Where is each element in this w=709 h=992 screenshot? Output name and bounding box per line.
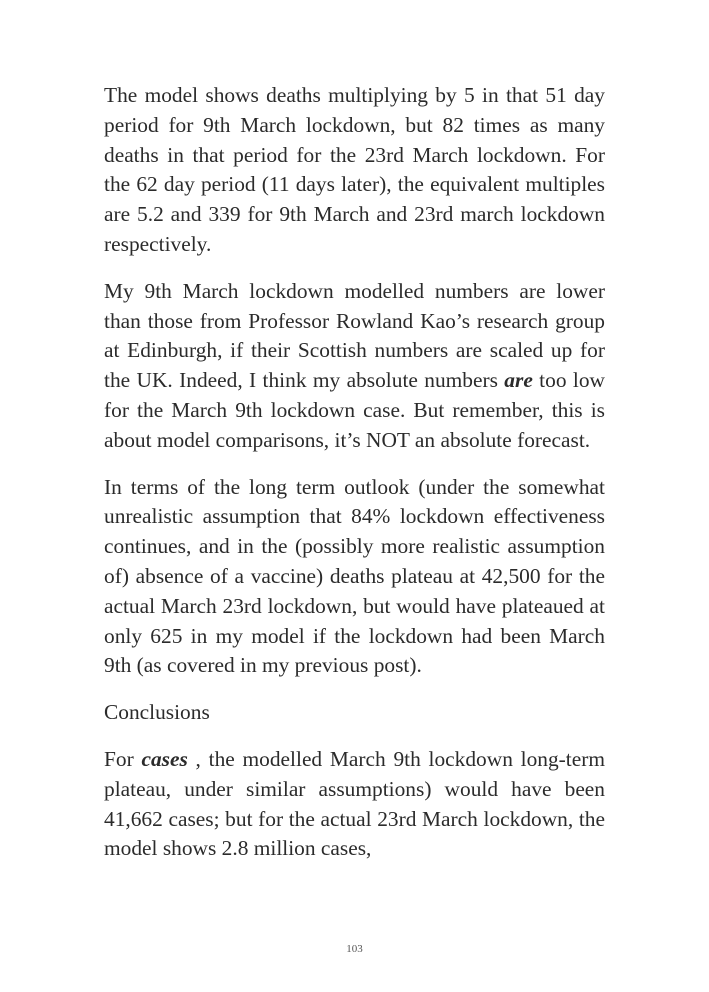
section-heading-conclusions: Conclusions [104, 700, 210, 725]
paragraph-cases-text-before: For [104, 746, 142, 771]
page-body [104, 81, 605, 881]
paragraph-model-comparison-text-after: too low for the March 9th lockdown case. But remember, this is about model comparisons, it’s NOT an absolute forecast. [104, 368, 605, 452]
emphasis-cases: cases [141, 746, 188, 771]
paragraph-cases-text-after: , the modelled March 9th lockdown long-term plateau, under similar assumptions) would have been 41,662 cases; but for the actual 23rd March lockdown, the model shows 2.8 million cases, [104, 746, 605, 861]
paragraph-model-comparison-text-before: My 9th March lockdown modelled numbers are lower than those from Professor Rowland Kao’s research group at Edinburgh, if their Scottish numbers are scaled up for the UK. Indeed, I think my absolute numbers [104, 278, 605, 393]
page-number: 103 [346, 943, 363, 955]
emphasis-are: are [504, 368, 533, 393]
paragraph-model-comparison [104, 277, 605, 456]
paragraph-long-term-outlook: In terms of the long term outlook (under the somewhat unrealistic assumption that 84% lockdown effectiveness continues, and in the (possibly more realistic assumption of) absence of a vaccine) deaths plateau at 42,500 for the actual March 23rd lockdown, but would have plateaued at only 625 in my model if the lockdown had been March 9th (as covered in my previous post). [104, 474, 605, 678]
paragraph-cases [104, 745, 605, 864]
paragraph-deaths-multiples: The model shows deaths multiplying by 5 in that 51 day period for 9th March lockdown, but 82 times as many deaths in that period for the 23rd March lockdown. For the 62 day period (11 days later), the equivalent multiples are 5.2 and 339 for 9th March and 23rd march lockdown respectively. [104, 83, 605, 256]
